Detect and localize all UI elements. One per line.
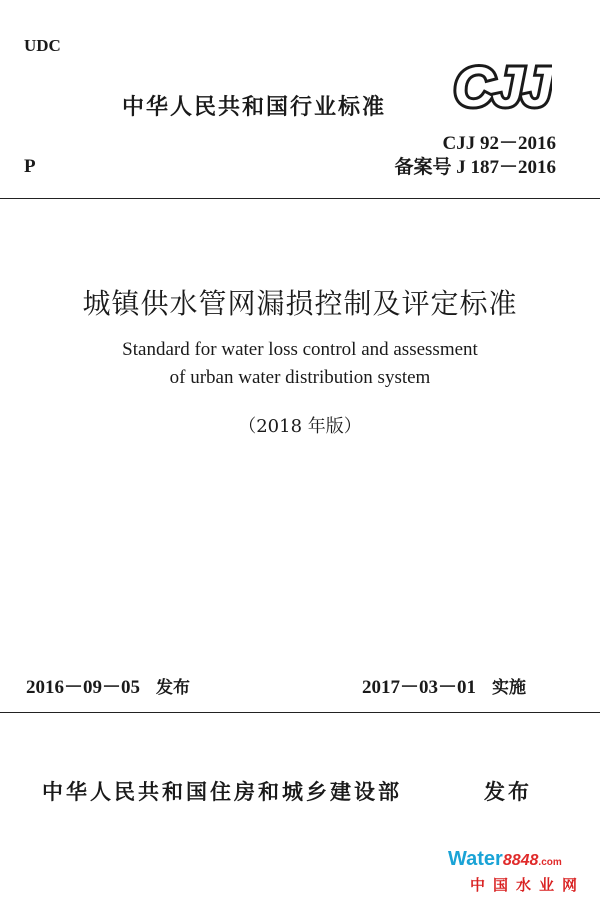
title-english-line1: Standard for water loss control and assessment	[122, 339, 478, 360]
watermark-logo	[448, 848, 598, 874]
edition-label: （2018 年版）	[238, 416, 362, 437]
watermark-chinese: 中国水业网	[470, 876, 586, 894]
cjj-logo	[452, 56, 552, 114]
standard-code-block	[380, 132, 556, 180]
title-english	[0, 336, 600, 392]
effective-label: 实施	[492, 678, 527, 698]
cjj-logo-text: CJJ	[453, 56, 551, 114]
watermark-main: Water	[448, 848, 503, 870]
title-english-line2: of urban water distribution system	[169, 367, 431, 388]
issue-date: 2016－09－05	[26, 677, 141, 698]
udc-label: UDC	[24, 36, 61, 55]
issue-date-group	[26, 672, 190, 699]
bottom-divider	[0, 712, 600, 713]
effective-date-group	[362, 672, 526, 699]
effective-date: 2017－03－01	[362, 677, 477, 698]
issue-label: 发布	[156, 678, 191, 698]
watermark	[448, 848, 598, 895]
classification-label: P	[24, 156, 36, 177]
standard-code: CJJ 92－2016	[442, 133, 556, 154]
publisher-name: 中华人民共和国住房和城乡建设部	[42, 780, 402, 804]
top-divider	[0, 198, 600, 199]
publisher-label: 发布	[484, 780, 532, 804]
title-chinese: 城镇供水管网漏损控制及评定标准	[82, 287, 518, 320]
watermark-domain: .com	[538, 857, 562, 868]
filing-number: 备案号 J 187－2016	[394, 157, 556, 178]
watermark-number: 8848	[502, 852, 539, 869]
ministry-standard-title: 中华人民共和国行业标准	[122, 95, 387, 120]
